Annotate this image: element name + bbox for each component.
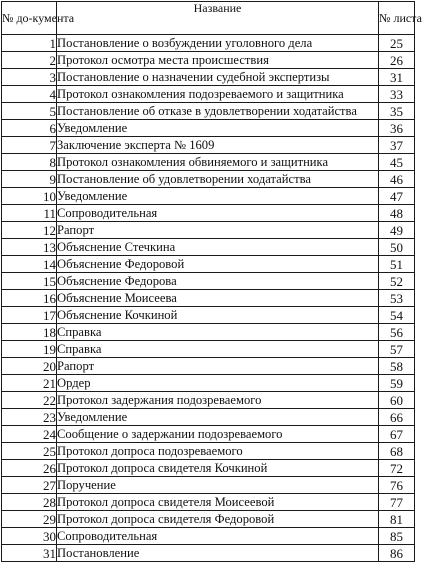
- row-page-cell: 54: [379, 307, 415, 324]
- row-number-cell: 9: [2, 171, 57, 188]
- table-row: [2, 52, 415, 69]
- row-page-cell: 33: [379, 86, 415, 103]
- table-row: [2, 120, 415, 137]
- table-row: [2, 69, 415, 86]
- table-header-row: [2, 2, 415, 35]
- row-name-cell: Рапорт: [57, 358, 379, 375]
- row-name-cell: Ордер: [57, 375, 379, 392]
- table-row: [2, 460, 415, 477]
- table-row: [2, 290, 415, 307]
- row-name-cell: Поручение: [57, 477, 379, 494]
- table-row: [2, 222, 415, 239]
- row-page-cell: 25: [379, 35, 415, 52]
- row-number-cell: 28: [2, 494, 57, 511]
- header-document-number: № до-кумента: [2, 2, 57, 35]
- row-name-cell: Объяснение Кочкиной: [57, 307, 379, 324]
- row-name-cell: Объяснение Стечкина: [57, 239, 379, 256]
- row-number-cell: 23: [2, 409, 57, 426]
- row-number-cell: 3: [2, 69, 57, 86]
- row-name-cell: Постановление о возбуждении уголовного дела: [57, 35, 379, 52]
- table-row: [2, 273, 415, 290]
- row-name-cell: Протокол осмотра места происшествия: [57, 52, 379, 69]
- row-page-cell: 76: [379, 477, 415, 494]
- row-page-cell: 35: [379, 103, 415, 120]
- table-row: [2, 358, 415, 375]
- row-number-cell: 15: [2, 273, 57, 290]
- row-page-cell: 48: [379, 205, 415, 222]
- row-name-cell: Протокол допроса подозреваемого: [57, 443, 379, 460]
- table-row: [2, 86, 415, 103]
- row-page-cell: 26: [379, 52, 415, 69]
- row-number-cell: 5: [2, 103, 57, 120]
- row-number-cell: 4: [2, 86, 57, 103]
- row-number-cell: 1: [2, 35, 57, 52]
- row-number-cell: 13: [2, 239, 57, 256]
- row-number-cell: 6: [2, 120, 57, 137]
- row-page-cell: 81: [379, 511, 415, 528]
- table-row: [2, 528, 415, 545]
- table-row: [2, 35, 415, 52]
- row-name-cell: Постановление об удовлетворении ходатайства: [57, 171, 379, 188]
- row-name-cell: Объяснение Моисеева: [57, 290, 379, 307]
- row-name-cell: Объяснение Федоровой: [57, 256, 379, 273]
- row-number-cell: 2: [2, 52, 57, 69]
- row-number-cell: 7: [2, 137, 57, 154]
- row-page-cell: 50: [379, 239, 415, 256]
- row-name-cell: Протокол ознакомления подозреваемого и защитника: [57, 86, 379, 103]
- row-page-cell: 57: [379, 341, 415, 358]
- row-page-cell: 36: [379, 120, 415, 137]
- row-page-cell: 77: [379, 494, 415, 511]
- row-page-cell: 66: [379, 409, 415, 426]
- row-name-cell: Справка: [57, 324, 379, 341]
- table-row: [2, 307, 415, 324]
- row-name-cell: Объяснение Федорова: [57, 273, 379, 290]
- row-page-cell: 56: [379, 324, 415, 341]
- row-number-cell: 16: [2, 290, 57, 307]
- table-row: [2, 154, 415, 171]
- row-number-cell: 12: [2, 222, 57, 239]
- row-page-cell: 47: [379, 188, 415, 205]
- row-name-cell: Рапорт: [57, 222, 379, 239]
- row-name-cell: Протокол допроса свидетеля Федоровой: [57, 511, 379, 528]
- row-number-cell: 19: [2, 341, 57, 358]
- row-page-cell: 51: [379, 256, 415, 273]
- row-page-cell: 53: [379, 290, 415, 307]
- row-page-cell: 85: [379, 528, 415, 545]
- row-number-cell: 8: [2, 154, 57, 171]
- table-row: [2, 392, 415, 409]
- row-number-cell: 31: [2, 545, 57, 562]
- row-page-cell: 45: [379, 154, 415, 171]
- row-number-cell: 18: [2, 324, 57, 341]
- row-number-cell: 17: [2, 307, 57, 324]
- row-name-cell: Протокол допроса свидетеля Кочкиной: [57, 460, 379, 477]
- row-name-cell: Протокол задержания подозреваемого: [57, 392, 379, 409]
- table-row: [2, 256, 415, 273]
- header-page-number: № листа: [379, 2, 415, 35]
- row-name-cell: Сообщение о задержании подозреваемого: [57, 426, 379, 443]
- row-number-cell: 25: [2, 443, 57, 460]
- row-name-cell: Сопроводительная: [57, 205, 379, 222]
- row-page-cell: 72: [379, 460, 415, 477]
- row-page-cell: 67: [379, 426, 415, 443]
- row-number-cell: 20: [2, 358, 57, 375]
- row-number-cell: 30: [2, 528, 57, 545]
- row-page-cell: 58: [379, 358, 415, 375]
- table-row: [2, 375, 415, 392]
- row-page-cell: 60: [379, 392, 415, 409]
- row-name-cell: Уведомление: [57, 120, 379, 137]
- table-row: [2, 324, 415, 341]
- row-number-cell: 14: [2, 256, 57, 273]
- row-name-cell: Справка: [57, 341, 379, 358]
- row-page-cell: 46: [379, 171, 415, 188]
- table-row: [2, 205, 415, 222]
- table-row: [2, 545, 415, 562]
- table-row: [2, 426, 415, 443]
- row-name-cell: Уведомление: [57, 188, 379, 205]
- table-row: [2, 443, 415, 460]
- row-name-cell: Постановление: [57, 545, 379, 562]
- row-number-cell: 22: [2, 392, 57, 409]
- row-name-cell: Постановление об отказе в удовлетворении ходатайства: [57, 103, 379, 120]
- table-row: [2, 188, 415, 205]
- row-number-cell: 21: [2, 375, 57, 392]
- table-row: [2, 171, 415, 188]
- row-page-cell: 49: [379, 222, 415, 239]
- document-register-table: [1, 1, 422, 562]
- row-name-cell: Заключение эксперта № 1609: [57, 137, 379, 154]
- table-row: [2, 137, 415, 154]
- row-page-cell: 31: [379, 69, 415, 86]
- row-name-cell: Уведомление: [57, 409, 379, 426]
- table-body: [2, 35, 415, 562]
- row-name-cell: Протокол допроса свидетеля Моисеевой: [57, 494, 379, 511]
- row-page-cell: 52: [379, 273, 415, 290]
- row-page-cell: 86: [379, 545, 415, 562]
- row-page-cell: 68: [379, 443, 415, 460]
- table-row: [2, 103, 415, 120]
- row-number-cell: 11: [2, 205, 57, 222]
- table-row: [2, 511, 415, 528]
- header-document-name: Название: [57, 2, 379, 35]
- table-row: [2, 409, 415, 426]
- row-page-cell: 37: [379, 137, 415, 154]
- table-row: [2, 494, 415, 511]
- row-name-cell: Протокол ознакомления обвиняемого и защитника: [57, 154, 379, 171]
- row-name-cell: Постановление о назначении судебной экспертизы: [57, 69, 379, 86]
- row-number-cell: 26: [2, 460, 57, 477]
- table-row: [2, 341, 415, 358]
- row-number-cell: 29: [2, 511, 57, 528]
- row-page-cell: 59: [379, 375, 415, 392]
- row-number-cell: 24: [2, 426, 57, 443]
- table-row: [2, 239, 415, 256]
- table-row: [2, 477, 415, 494]
- row-number-cell: 27: [2, 477, 57, 494]
- row-name-cell: Сопроводительная: [57, 528, 379, 545]
- row-number-cell: 10: [2, 188, 57, 205]
